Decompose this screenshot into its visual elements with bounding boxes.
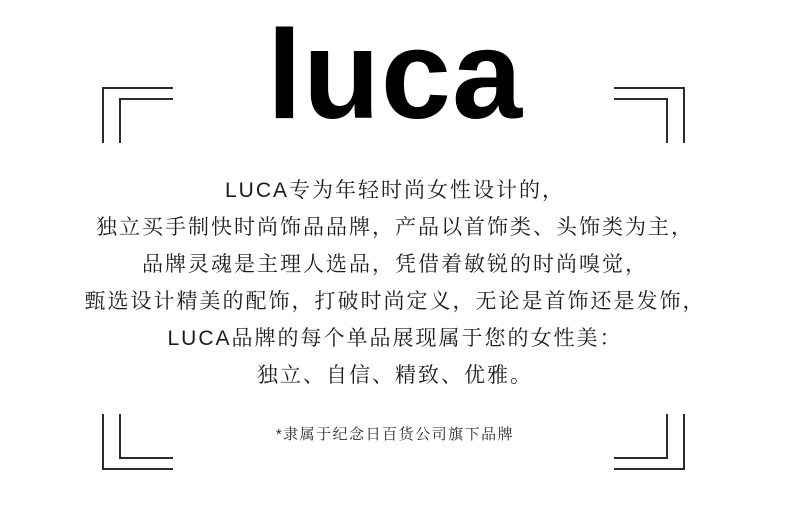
- brand-logo: luca: [266, 4, 524, 145]
- intro-line-2: 独立买手制快时尚饰品品牌，产品以首饰类、头饰类为主，: [96, 216, 694, 239]
- intro-line-1: LUCA专为年轻时尚女性设计的，: [224, 179, 566, 202]
- brand-description: [0, 172, 790, 394]
- intro-line-3: 品牌灵魂是主理人选品，凭借着敏锐的时尚嗅觉，: [142, 253, 648, 276]
- intro-line-5: LUCA品牌的每个单品展现属于您的女性美：: [167, 327, 623, 350]
- intro-line-6: 独立、自信、精致、优雅。: [257, 364, 533, 387]
- intro-line-4: 甄选设计精美的配饰，打破时尚定义，无论是首饰还是发饰，: [84, 290, 706, 313]
- footnote: *隶属于纪念日百货公司旗下品牌: [275, 426, 515, 443]
